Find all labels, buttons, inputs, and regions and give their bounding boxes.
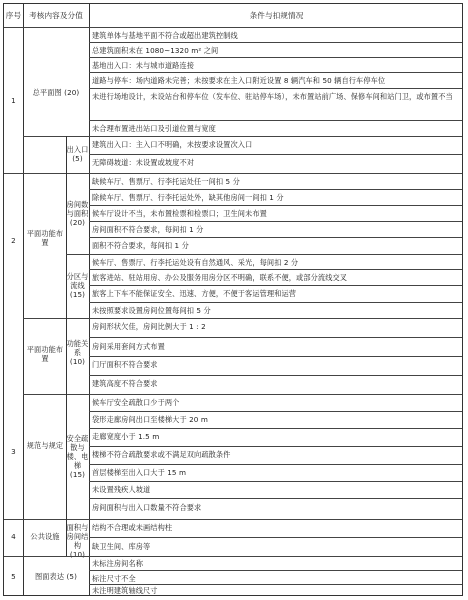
sub-category: 安全疏散与楼、电梯 (15)	[66, 434, 89, 479]
condition-row: 房间面积与出入口数量不符合要求	[92, 503, 202, 512]
condition-row: 房间形状欠佳，房间比例大于 1 : 2	[92, 322, 206, 331]
condition-row: 旅客进站、驻站用房、办公及服务用房分区不明确，联系不便，或部分流线交叉	[92, 273, 348, 282]
col-divider	[89, 4, 90, 595]
condition-row: 未标注房间名称	[92, 559, 144, 568]
condition-row: 结构不合理或未画结构柱	[92, 523, 173, 532]
section-index: 5	[11, 572, 16, 581]
section-category: 总平面图 (20)	[32, 88, 80, 97]
section-category: 公共设施	[30, 532, 60, 541]
condition-row: 缺候车厅、售票厅、行李托运处任一间扣 5 分	[92, 177, 240, 186]
section-index: 1	[11, 96, 16, 105]
condition-row: 候车厅、售票厅、行李托运处设有自然通风、采光，每间扣 2 分	[92, 258, 299, 267]
condition-row: 走廊宽度小于 1.5 m	[92, 432, 160, 441]
header-divider	[4, 27, 462, 28]
condition-row: 建筑高度不符合要求	[92, 379, 158, 388]
condition-row: 面积不符合要求，每间扣 1 分	[92, 241, 189, 250]
section-index: 3	[11, 447, 16, 456]
header-item: 考核内容及分值	[29, 11, 83, 20]
section-category: 图面表达 (5)	[34, 572, 78, 581]
condition-row: 除候车厅、售票厅、行李托运处外，缺其他房间一间扣 1 分	[92, 193, 284, 202]
condition-row: 候车厅安全疏散口少于两个	[92, 398, 180, 407]
sub-category: 分区与流线 (15)	[66, 272, 89, 299]
condition-row: 门厅面积不符合要求	[92, 360, 158, 369]
condition-row: 标注尺寸不全	[92, 574, 136, 583]
assessment-table	[3, 3, 463, 596]
section-category: 平面功能布置	[26, 229, 64, 247]
condition-row: 房间面积不符合要求，每间扣 1 分	[92, 225, 204, 234]
condition-row: 未进行场地设计，未设站台和停车位（发车位、驻站停车场），未布置站前广场、保修车间和站门卫，或布置不当	[92, 92, 453, 101]
section-index: 4	[11, 532, 16, 541]
header-index: 序号	[5, 11, 22, 20]
condition-row: 房间采用套间方式布置	[92, 342, 165, 351]
header-conditions: 条件与扣规情况	[249, 11, 304, 20]
sub-category: 功能关系 (10)	[66, 339, 89, 366]
condition-row: 未设置残疾人坡道	[92, 485, 151, 494]
sub-category: 出入口 (5)	[66, 145, 89, 163]
sub-category: 面积与房间结构 (10)	[66, 523, 89, 559]
condition-row: 楼梯不符合疏散要求或不满足双向疏散条件	[92, 450, 231, 459]
condition-row: 旅客上下车不能保证安全、迅速、方便，不便于客运管理和运营	[92, 289, 297, 298]
condition-row: 基地出入口：未与城市道路连接	[92, 61, 195, 70]
condition-row: 总建筑面积未在 1080~1320 m² 之间	[92, 46, 219, 55]
condition-row: 建筑单体与基地平面不符合或超出建筑控制线	[92, 31, 238, 40]
condition-row: 未注明建筑轴线尺寸	[92, 586, 158, 595]
section-category: 规范与规定	[26, 441, 64, 450]
condition-row: 无障碍坡道：未设置或坡度不对	[92, 158, 195, 167]
condition-row: 袋形走廊房间出口至楼梯大于 20 m	[92, 415, 208, 424]
condition-row: 未合理布置进出站口及引道位置与宽度	[92, 124, 216, 133]
condition-row: 未按照要求设置房间位置每间扣 5 分	[92, 306, 211, 315]
condition-row: 建筑出入口：主入口不明确，未按要求设置次入口	[92, 140, 253, 149]
condition-row: 道路与停车：场内道路未完善；未按要求在主入口附近设置 8 辆汽车和 50 辆自行车停车位	[92, 76, 386, 85]
section-index: 2	[11, 236, 16, 245]
condition-row: 候车厅设计不当，未布置检票和检票口；卫生间未布置	[92, 209, 267, 218]
section-category: 平面功能布置	[26, 345, 64, 363]
condition-row: 首层楼梯至出入口大于 15 m	[92, 468, 187, 477]
sub-category: 房间数与面积 (20)	[66, 200, 89, 227]
condition-row: 缺卫生间、库房等	[92, 542, 151, 551]
